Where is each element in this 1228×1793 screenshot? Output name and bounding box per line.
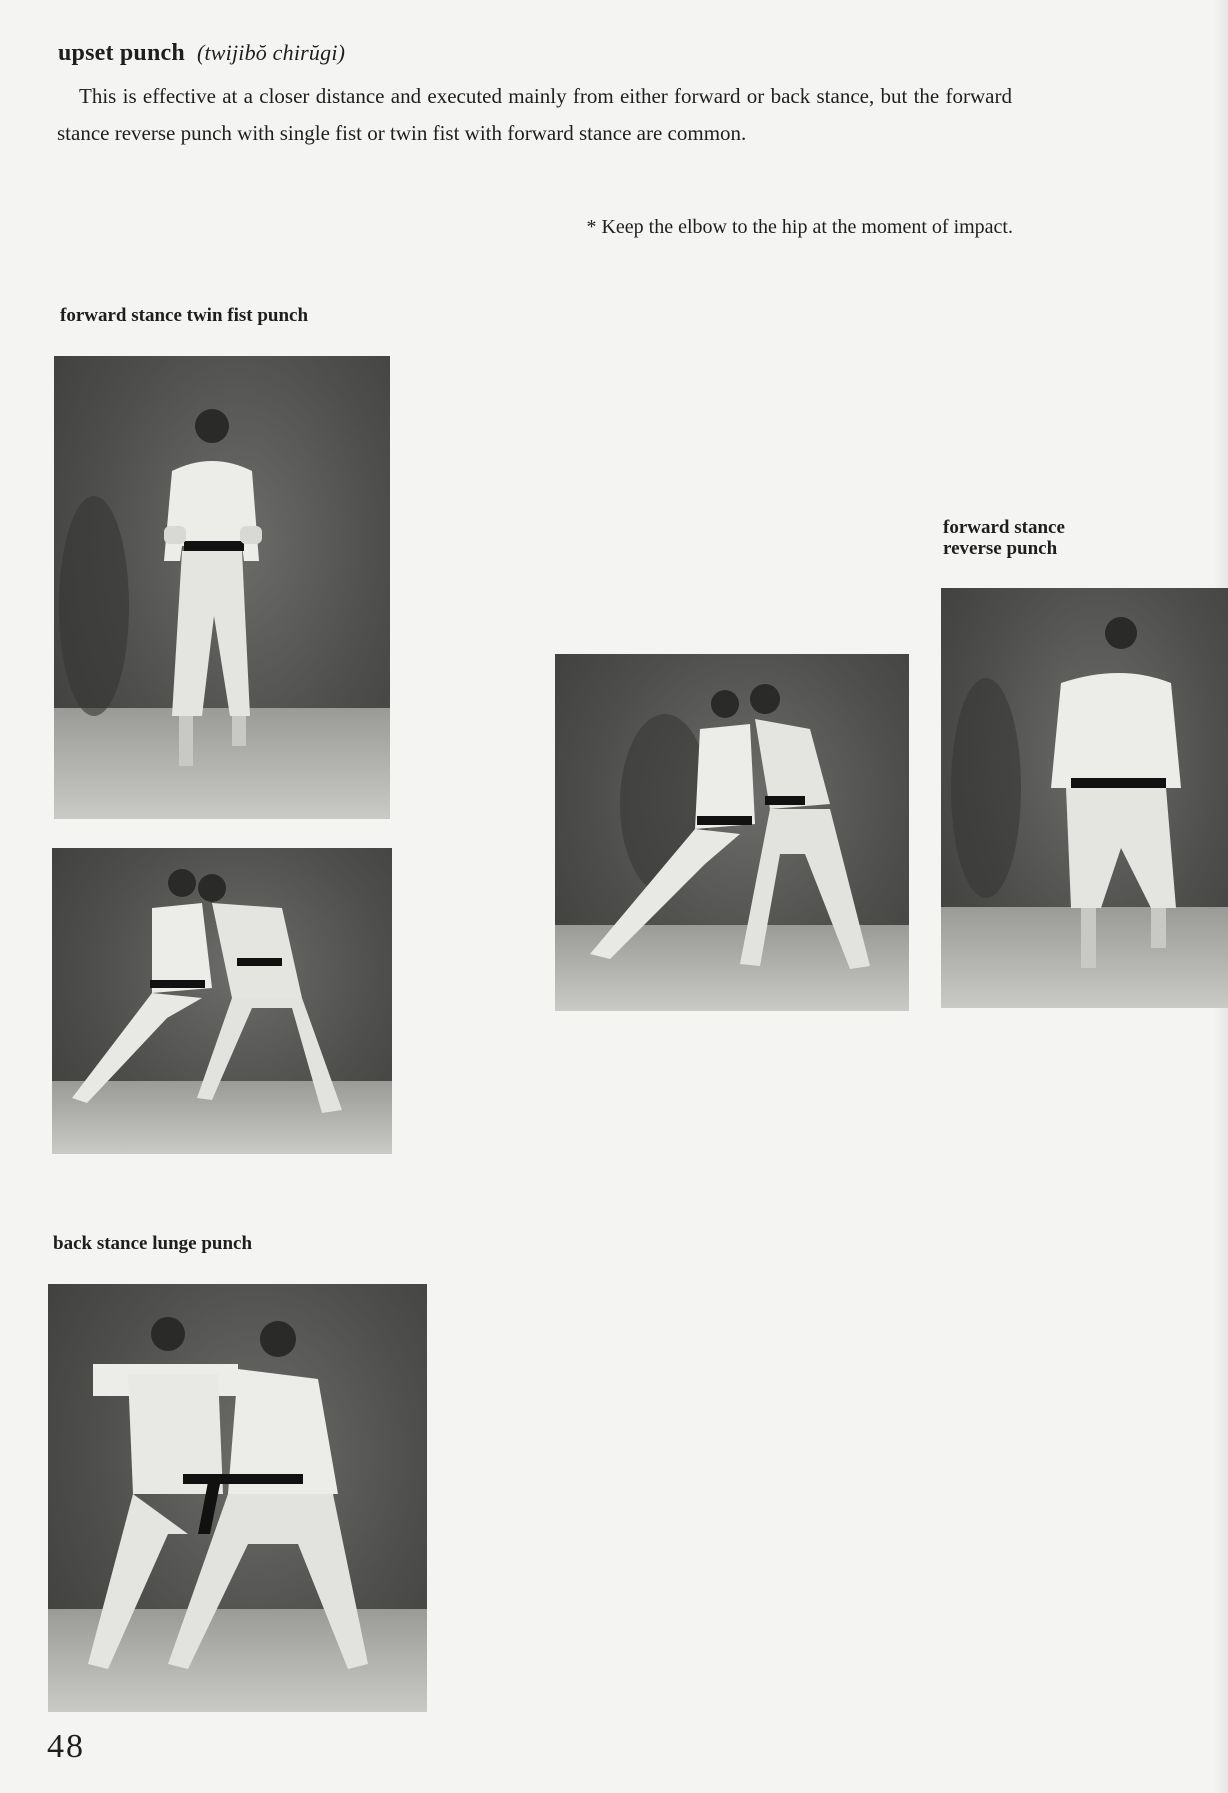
impact-note: * Keep the elbow to the hip at the moment of impact. — [586, 216, 1013, 238]
intro-paragraph: This is effective at a closer distance and executed mainly from either forward or back stance, but the forward stance reverse punch with single fist or twin fist with forward stance are common. — [57, 84, 1012, 145]
caption-lunge-punch: back stance lunge punch — [53, 1233, 253, 1254]
caption-reverse-line-2: reverse punch — [943, 538, 1058, 559]
caption-reverse-punch — [943, 517, 1065, 559]
figures-illustration — [48, 1284, 427, 1712]
figure-illustration — [941, 588, 1228, 1008]
photo-twin-fist-ready — [54, 356, 390, 819]
photo-back-stance-lunge — [48, 1284, 427, 1712]
caption-twin-fist-punch: forward stance twin fist punch — [60, 305, 309, 326]
photo-twin-fist-punch — [52, 848, 392, 1154]
photo-reverse-punch-exchange — [555, 654, 909, 1011]
figures-illustration — [52, 848, 392, 1154]
page-number: 48 — [47, 1728, 85, 1765]
photo-reverse-punch-stance — [941, 588, 1228, 1008]
figures-illustration — [555, 654, 909, 1011]
heading-native-term: (twijibŏ chirŭgi) — [196, 40, 346, 65]
heading-title: upset punch — [58, 40, 185, 66]
section-heading — [58, 40, 345, 67]
caption-reverse-line-1: forward stance — [943, 517, 1065, 538]
figure-illustration — [54, 356, 390, 819]
